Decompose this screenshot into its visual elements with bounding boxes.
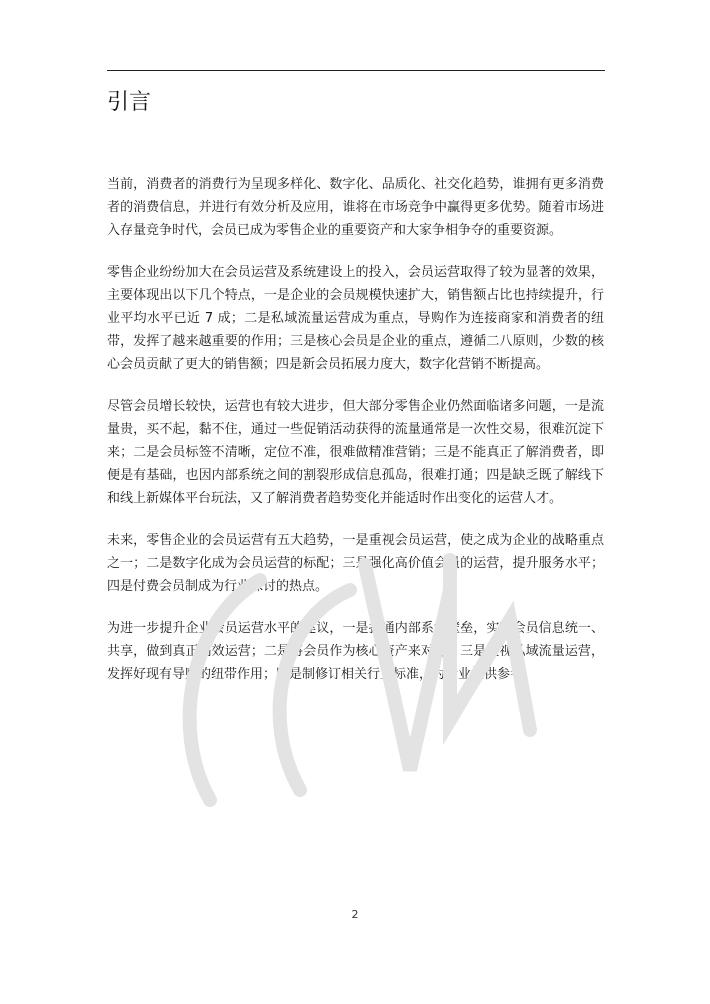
paragraph-3: 尽管会员增长较快，运营也有较大进步，但大部分零售企业仍然面临诸多问题，一是流量贵，买不起，黏不住，通过一些促销活动获得的流量通常是一次性交易，很难沉淀下来；二是会员标签不清晰，定位不准，很难做精准营销；三是不能真正了解消费者，即便是有基础，也因内部系统之间的割裂形成信息孤岛，很难打通；四是缺乏既了解线下和线上新媒体平台玩法，又了解消费者趋势变化并能适时作出变化的运营人才。 xyxy=(107,399,604,506)
section-heading: 引言 xyxy=(107,90,152,115)
paragraph-5: 为进一步提升企业会员运营水平的建议，一是打通内部系统壁垒，实现会员信息统一、共享，做到真正高效运营；二是将会员作为核心资产来对待，三是重视私域流量运营，发挥好现有导购的纽带作用；四是制修订相关行业标准，为行业提供参考。 xyxy=(107,621,604,682)
header-rule xyxy=(107,70,605,71)
body-text xyxy=(107,173,604,705)
paragraph-1: 当前，消费者的消费行为呈现多样化、数字化、品质化、社交化趋势，谁拥有更多消费者的消费信息，并进行有效分析及应用，谁将在市场竞争中赢得更多优势。随着市场进入存量竞争时代，会员已成为零售企业的重要资产和大家争相争夺的重要资源。 xyxy=(107,177,604,238)
paragraph-4: 未来，零售企业的会员运营有五大趋势，一是重视会员运营，使之成为企业的战略重点之一；二是数字化成为会员运营的标配；三是强化高价值会员的运营，提升服务水平；四是付费会员制成为行业探讨的热点。 xyxy=(107,533,604,594)
paragraph-2: 零售企业纷纷加大在会员运营及系统建设上的投入，会员运营取得了较为显著的效果，主要体现出以下几个特点，一是企业的会员规模快速扩大，销售额占比也持续提升，行业平均水平已近 7 成；二是私域流量运营成为重点，导购作为连接商家和消费者的纽带，发挥了越来越重要的作用；三是核心会员是企业的重点，遵循二八原则，少数的核心会员贡献了更大的销售额；四是新会员拓展力度大，数字化营销不断提高。 xyxy=(107,265,604,372)
page-number: 2 xyxy=(351,908,359,921)
